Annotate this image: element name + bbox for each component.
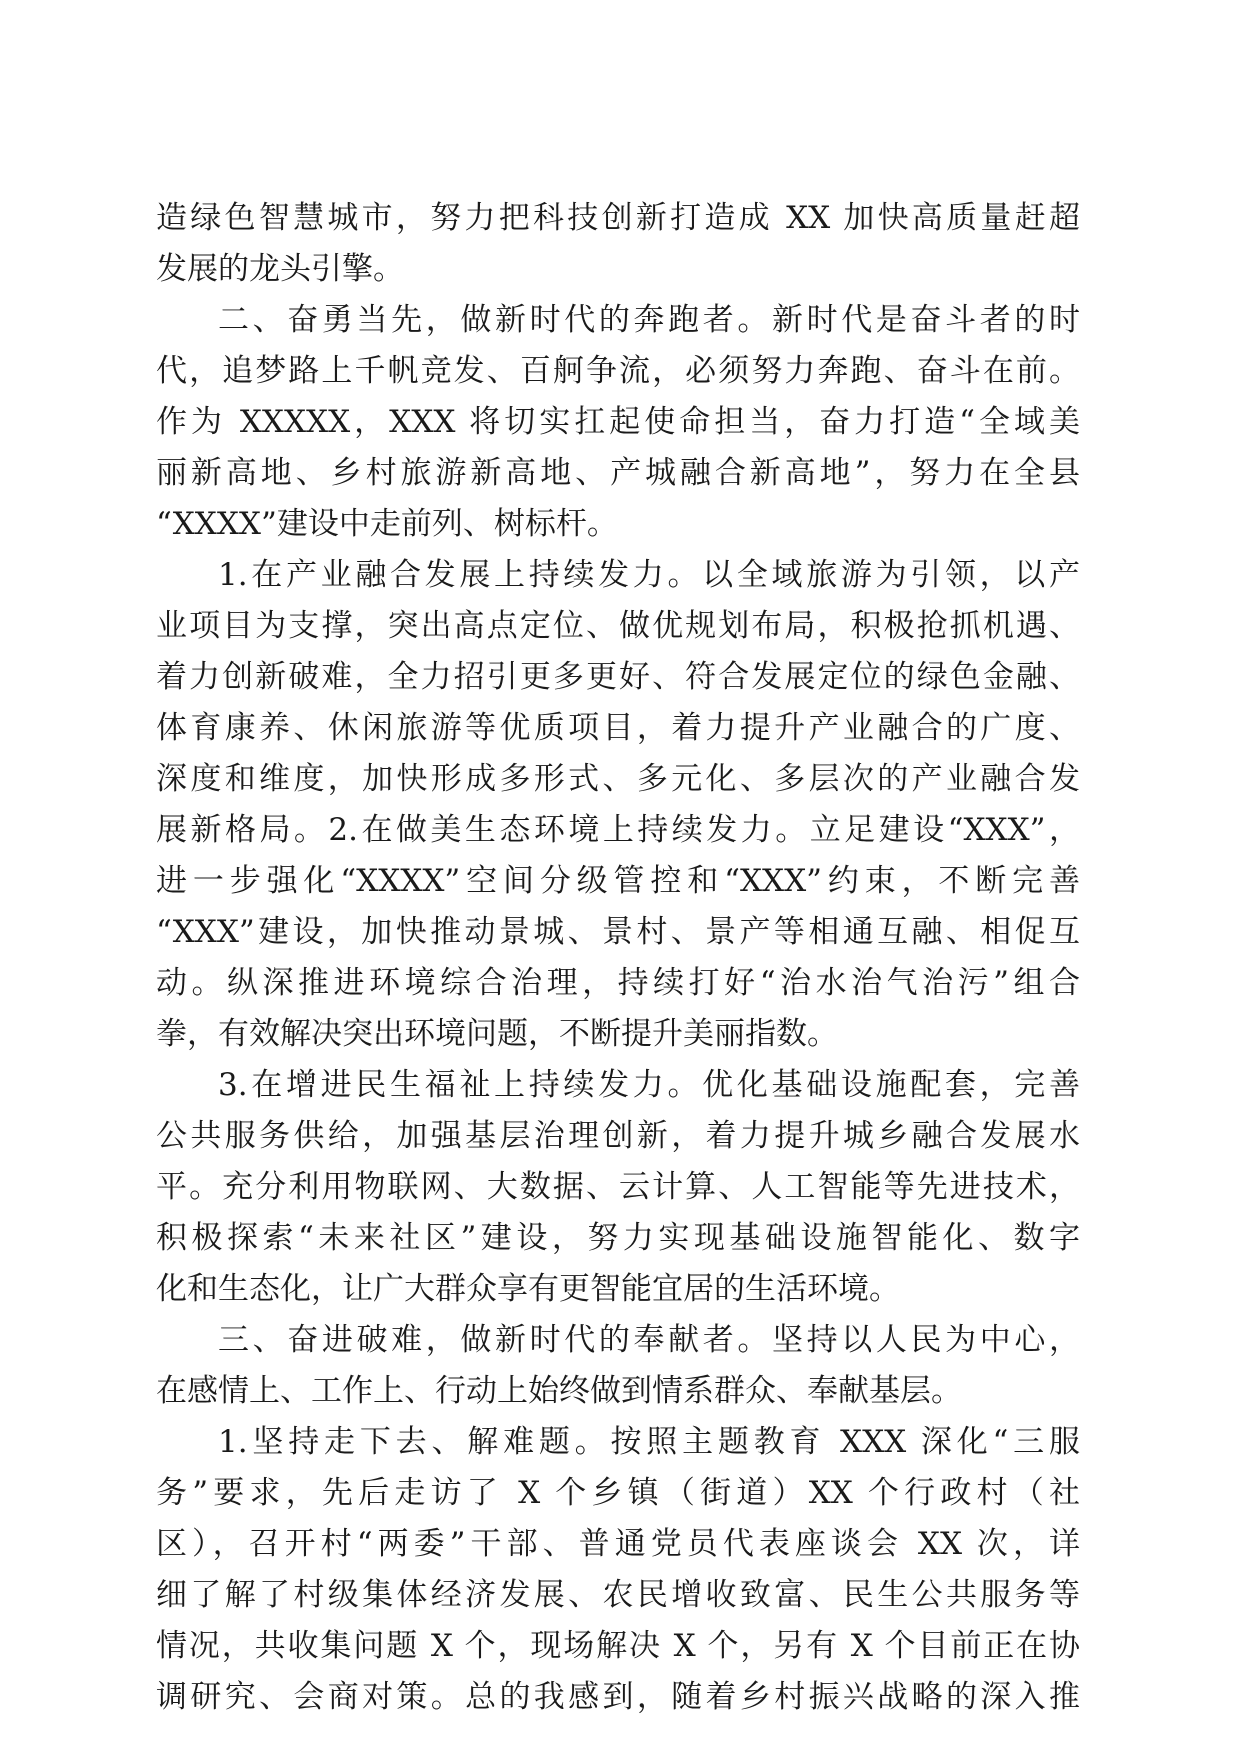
- text-line: 细了解了村级集体经济发展、农民增收致富、民生公共服务等: [156, 1577, 1080, 1613]
- paragraph-first-line: 二、奋勇当先，做新时代的奔跑者。新时代是奋斗者的时: [218, 302, 1080, 338]
- text-line: “XXX”建设，加快推动景城、景村、景产等相通互融、相促互: [156, 914, 1080, 950]
- text-line: 平。充分利用物联网、大数据、云计算、人工智能等先进技术，: [156, 1169, 1080, 1205]
- text-line: 公共服务供给，加强基层治理创新，着力提升城乡融合发展水: [156, 1118, 1080, 1154]
- text-line: 业项目为支撑，突出高点定位、做优规划布局，积极抢抓机遇、: [156, 608, 1080, 644]
- body-text: [156, 193, 1080, 1723]
- text-line: 进一步强化“XXXX”空间分级管控和“XXX”约束，不断完善: [156, 863, 1080, 899]
- text-line: 动。纵深推进环境综合治理，持续打好“治水治气治污”组合: [156, 965, 1080, 1001]
- text-line: 作为 XXXXX，XXX 将切实扛起使命担当，奋力打造“全域美: [156, 404, 1080, 440]
- paragraph-first-line: 1.坚持走下去、解难题。按照主题教育 XXX 深化“三服: [218, 1424, 1080, 1460]
- text-line: 区），召开村“两委”干部、普通党员代表座谈会 XX 次，详: [156, 1526, 1080, 1562]
- text-line: 情况，共收集问题 X 个，现场解决 X 个，另有 X 个目前正在协: [156, 1628, 1080, 1664]
- text-line: 化和生态化，让广大群众享有更智能宜居的生活环境。: [156, 1271, 900, 1307]
- text-line: 造绿色智慧城市，努力把科技创新打造成 XX 加快高质量赶超: [156, 200, 1080, 236]
- text-line: 积极探索“未来社区”建设，努力实现基础设施智能化、数字: [156, 1220, 1080, 1256]
- paragraph-first-line: 1.在产业融合发展上持续发力。以全域旅游为引领，以产: [218, 557, 1080, 593]
- text-line: 体育康养、休闲旅游等优质项目，着力提升产业融合的广度、: [156, 710, 1080, 746]
- text-line: “XXXX”建设中走前列、树标杆。: [156, 506, 618, 542]
- text-line: 务”要求，先后走访了 X 个乡镇（街道）XX 个行政村（社: [156, 1475, 1080, 1511]
- paragraph-first-line: 三、奋进破难，做新时代的奉献者。坚持以人民为中心，: [218, 1322, 1080, 1358]
- text-line: 深度和维度，加快形成多形式、多元化、多层次的产业融合发: [156, 761, 1080, 797]
- text-line: 代，追梦路上千帆竞发、百舸争流，必须努力奔跑、奋斗在前。: [156, 353, 1080, 389]
- text-line: 在感情上、工作上、行动上始终做到情系群众、奉献基层。: [156, 1373, 962, 1409]
- text-line: 展新格局。2.在做美生态环境上持续发力。立足建设“XXX”，: [156, 812, 1080, 848]
- paragraph-first-line: 3.在增进民生福祉上持续发力。优化基础设施配套，完善: [218, 1067, 1080, 1103]
- text-line: 发展的龙头引擎。: [156, 251, 404, 287]
- text-line: 丽新高地、乡村旅游新高地、产城融合新高地”，努力在全县: [156, 455, 1080, 491]
- text-line: 调研究、会商对策。总的我感到，随着乡村振兴战略的深入推: [156, 1679, 1080, 1715]
- text-line: 拳，有效解决突出环境问题，不断提升美丽指数。: [156, 1016, 838, 1052]
- text-line: 着力创新破难，全力招引更多更好、符合发展定位的绿色金融、: [156, 659, 1080, 695]
